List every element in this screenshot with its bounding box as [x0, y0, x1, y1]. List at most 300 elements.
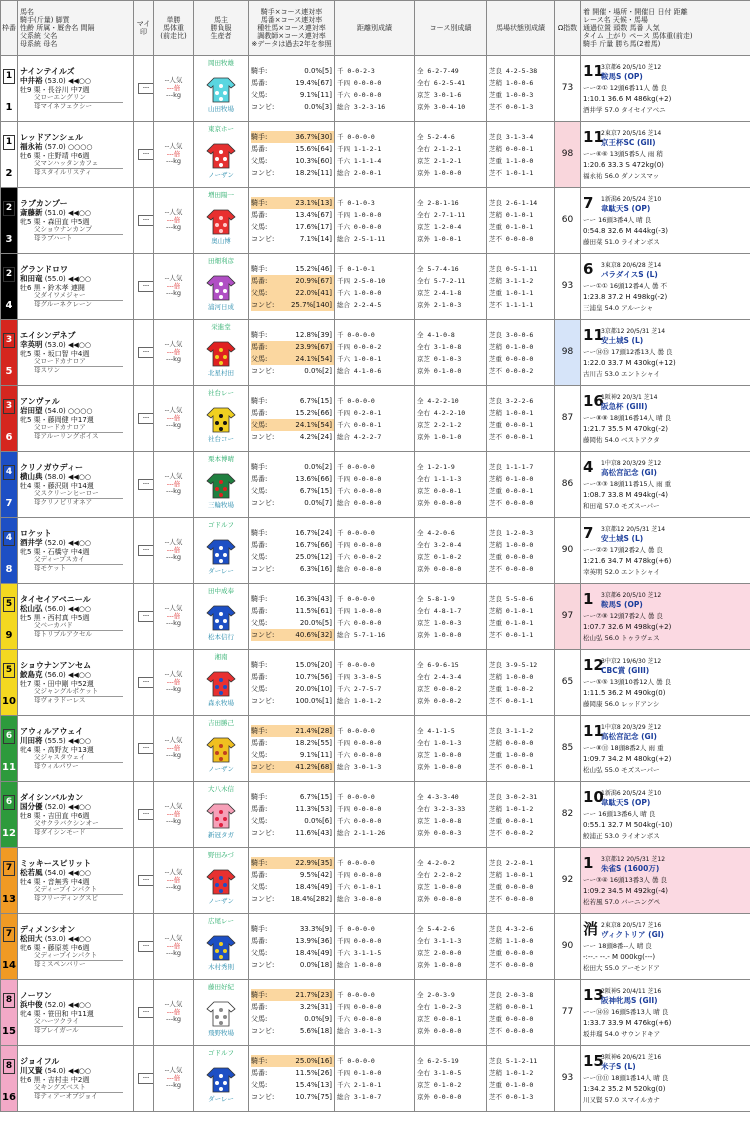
popularity: --人気	[164, 670, 183, 679]
horse-name[interactable]: アンヴァル	[20, 396, 60, 406]
dist-record: 千六 2-1-0-1	[337, 1080, 382, 1089]
my-mark-select[interactable]: ---	[138, 611, 154, 622]
owner-cell	[194, 254, 249, 320]
stat-line	[251, 77, 334, 89]
horse-row	[1, 716, 750, 782]
stat-label: 馬番:	[251, 1068, 268, 1077]
dist-record: 千六 1-0-0-1	[337, 354, 382, 363]
race-name[interactable]: 阪急杯 (GIII)	[601, 401, 648, 411]
dist-record: 千四 0-0-0-0	[337, 1002, 382, 1011]
mark-cell[interactable]	[134, 980, 154, 1046]
racing-silk-icon	[206, 602, 236, 632]
waku-cell	[1, 122, 18, 188]
stat-line	[251, 89, 334, 101]
my-mark-select[interactable]: ---	[138, 875, 154, 886]
jockey-name[interactable]: 国分優	[20, 801, 43, 811]
horse-name[interactable]: ミッキースピリット	[20, 858, 92, 868]
body-weight: ---kg	[166, 817, 181, 826]
mark-cell[interactable]	[134, 56, 154, 122]
jockey-weight: (54.0)	[44, 868, 66, 877]
dist-record: 千 0-0-0-0	[337, 396, 375, 405]
race-time: 1:08.7 33.8 M 494kg(-4)	[583, 490, 668, 499]
horse-name[interactable]: レッドアンシェル	[20, 132, 83, 142]
age-trainer: 牝5 栗・森田直 中5週	[20, 218, 90, 227]
race-winner: 藤田菜 51.0 ライオンボス	[583, 237, 660, 246]
mark-cell[interactable]	[134, 584, 154, 650]
course-record: 京芝 2-1-2-1	[417, 156, 462, 165]
dist-record: 千 0-0-0-0	[337, 792, 375, 801]
jockey-name[interactable]: 横山典	[20, 471, 43, 481]
cond-record: 芝重 0-1-0-0	[489, 1080, 534, 1089]
jockey-name[interactable]: 岩田望	[20, 405, 43, 415]
jockey-name[interactable]: 川又賢	[20, 1065, 43, 1075]
horse-number: 4	[5, 300, 13, 312]
omega-index: 82	[555, 782, 581, 848]
header-owner: 馬主 勝負服 生産者	[194, 1, 249, 56]
stat-label: 騎手:	[251, 660, 268, 669]
stat-line	[251, 287, 334, 299]
cond-record-cell	[487, 518, 555, 584]
stat-value: 25.7%[140]	[290, 300, 332, 309]
owner-name: 藤田好紀	[208, 982, 234, 991]
my-mark-select[interactable]: ---	[138, 281, 154, 292]
horse-name[interactable]: ショウナンアンセム	[20, 660, 92, 670]
course-record: 京芝 1-2-0-4	[417, 222, 462, 231]
my-mark-select[interactable]: ---	[138, 1073, 154, 1084]
jockey-name[interactable]: 斎藤新	[20, 207, 43, 217]
horse-name[interactable]: ジョイフル	[20, 1056, 60, 1066]
mark-cell[interactable]	[134, 782, 154, 848]
jockey-name[interactable]: 幸英明	[20, 339, 43, 349]
stat-value: 25.0%[12]	[295, 552, 332, 561]
mark-cell[interactable]	[134, 716, 154, 782]
breeder-name: 北星村田	[208, 368, 234, 377]
owner-cell	[194, 716, 249, 782]
stat-line	[251, 461, 334, 473]
stat-label: コンビ:	[251, 894, 275, 903]
jockey-name[interactable]: 松若風	[20, 867, 43, 877]
race-name[interactable]: 安土城S (L)	[601, 335, 644, 345]
cond-record-cell	[487, 782, 555, 848]
race-name[interactable]: 高松宮記念 (GI)	[601, 467, 657, 477]
race-name[interactable]: 韋駄天S (OP)	[601, 203, 651, 213]
age-trainer: 牡9 栗・長谷川 中7週	[20, 86, 90, 95]
stat-line	[251, 827, 334, 839]
header-dist: 距離別成績	[335, 1, 415, 56]
horse-number: 2	[5, 168, 13, 180]
race-winner: 鮫浦正 53.0 ライオンボス	[583, 831, 660, 840]
dam-name: 母プレイガール	[34, 1025, 79, 1034]
dist-record-cell	[335, 716, 415, 782]
header-cond: 馬場状態別成績	[487, 1, 555, 56]
course-record: 京芝 2-2-1-2	[417, 420, 462, 429]
horse-name[interactable]: ダイシンバルカン	[20, 792, 84, 802]
mark-cell[interactable]	[134, 122, 154, 188]
course-record: 京芝 2-0-0-0	[417, 948, 462, 957]
stat-value: 13.9%[36]	[295, 936, 332, 945]
dam-name: 母クリノビリオネア	[34, 497, 93, 506]
course-record: 全右 1-0-2-3	[417, 1002, 462, 1011]
race-name[interactable]: 安土城S (L)	[601, 533, 644, 543]
stat-value: 16.7%[66]	[295, 540, 332, 549]
finish-position: 15	[583, 1051, 604, 1070]
my-mark-select[interactable]: ---	[138, 743, 154, 754]
my-mark-select[interactable]: ---	[138, 941, 154, 952]
stat-label: 馬番:	[251, 78, 268, 87]
race-time: 1:11.5 36.2 M 490kg(0)	[583, 688, 666, 697]
finish-position: 11	[583, 127, 604, 146]
mark-cell[interactable]	[134, 254, 154, 320]
stat-label: 父馬:	[251, 816, 268, 825]
stat-value: 11.6%[43]	[295, 828, 332, 837]
stat-line	[251, 353, 334, 365]
prev-race-cell	[581, 452, 750, 518]
omega-index: 97	[555, 584, 581, 650]
stats-cell	[249, 584, 335, 650]
stat-label: 騎手:	[251, 462, 268, 471]
stats-cell	[249, 980, 335, 1046]
horse-cell	[18, 188, 134, 254]
jockey-name[interactable]: 松田大	[20, 933, 43, 943]
owner-cell	[194, 518, 249, 584]
cond-record: 芝稍 3-1-1-2	[489, 276, 534, 285]
horse-number: 7	[5, 498, 13, 510]
race-time: 1:23.8 37.2 H 498kg(-2)	[583, 292, 668, 301]
odds-cell	[154, 584, 194, 650]
course-record: 京外 2-1-0-3	[417, 300, 462, 309]
course-record: 全 4-2-0-2	[417, 858, 455, 867]
omega-index: 90	[555, 518, 581, 584]
dist-record-cell	[335, 1046, 415, 1112]
waku-cell	[1, 716, 18, 782]
dist-record: 総合 3-1-0-7	[337, 1092, 382, 1101]
owner-cell	[194, 914, 249, 980]
dist-record: 千 0-0-0-0	[337, 924, 375, 933]
jockey-weight: (54.0)	[44, 406, 66, 415]
my-mark-select[interactable]: ---	[138, 545, 154, 556]
stat-label: 父馬:	[251, 354, 268, 363]
horse-name[interactable]: エイシンデネブ	[20, 330, 76, 340]
stat-line	[251, 167, 334, 179]
mark-cell[interactable]	[134, 914, 154, 980]
mark-cell[interactable]	[134, 386, 154, 452]
horse-number: 3	[5, 234, 13, 246]
race-meta: 1新潟6 20/5/24 芝10	[601, 195, 662, 203]
cond-record: 芝稍 0-1-0-1	[489, 210, 534, 219]
my-mark-select[interactable]: ---	[138, 215, 154, 226]
stat-line	[251, 659, 334, 671]
stat-label: コンビ:	[251, 960, 275, 969]
jockey-name[interactable]: 鮫島克	[20, 669, 43, 679]
stat-value: 11.3%[53]	[295, 804, 332, 813]
cond-record-cell	[487, 452, 555, 518]
cond-record: 芝重 0-0-0-1	[489, 486, 534, 495]
dam-name: 母ウィルパワー	[34, 761, 79, 770]
odds-cell	[154, 452, 194, 518]
body-weight: ---kg	[166, 355, 181, 364]
sire-name: 父ロードカナロア	[34, 358, 123, 366]
dist-record: 総合 5-7-1-16	[337, 630, 386, 639]
odds-cell	[154, 386, 194, 452]
race-position: ーー⑥⑥ 13頭5番5人 雨 稍	[583, 149, 663, 158]
dist-record: 総合 2-5-1-11	[337, 234, 386, 243]
course-record: 全右 4-2-2-10	[417, 408, 466, 417]
my-mark-select[interactable]: ---	[138, 83, 154, 94]
cond-record-cell	[487, 716, 555, 782]
race-position: ーー①① 16頭12番4人 曇 不	[583, 281, 668, 290]
cond-record: 芝重 0-0-0-1	[489, 420, 534, 429]
owner-name: 野田みづ	[208, 850, 234, 859]
race-name[interactable]: 韋駄天S (OP)	[601, 797, 651, 807]
stat-value: 18.2%[11]	[295, 168, 332, 177]
my-mark-select[interactable]: ---	[138, 347, 154, 358]
jockey-name[interactable]: 松山弘	[20, 603, 43, 613]
dist-record-cell	[335, 188, 415, 254]
stat-value: 3.2%[31]	[299, 1002, 332, 1011]
race-name[interactable]: 高松宮記念 (GI)	[601, 731, 657, 741]
waku-cell	[1, 1046, 18, 1112]
jockey-name[interactable]: 浜中俊	[20, 999, 43, 1009]
stat-value: 20.0%[10]	[295, 684, 332, 693]
dist-record: 千四 0-0-0-0	[337, 804, 382, 813]
stats-cell	[249, 386, 335, 452]
race-time: 1:21.6 34.7 M 478kg(+6)	[583, 556, 672, 565]
stat-line	[251, 695, 334, 707]
stat-value: 0.0%[7]	[304, 498, 332, 507]
stat-value: 0.0%[3]	[304, 102, 332, 111]
my-mark-select[interactable]: ---	[138, 1007, 154, 1018]
course-record: 全 5-2-4-6	[417, 132, 455, 141]
stat-value: 18.4%[282]	[290, 894, 332, 903]
horse-name[interactable]: グランドロワ	[20, 264, 68, 274]
cond-record: 芝稍 0-0-0-1	[489, 1002, 534, 1011]
course-record-cell	[415, 584, 487, 650]
course-record-cell	[415, 56, 487, 122]
header-stats: 騎手×コース連対率 馬番×コース連対率 種牡馬×コース連対率 調教師×コース連対率 ※データは過去2年を参照	[249, 1, 335, 56]
stats-cell	[249, 188, 335, 254]
cond-record: 芝良 0-5-1-11	[489, 264, 538, 273]
header-mark: マイ印	[134, 1, 154, 56]
course-record-cell	[415, 386, 487, 452]
popularity: --人気	[164, 76, 183, 85]
stat-label: コンビ:	[251, 1092, 275, 1101]
dist-record: 千六 1-0-0-0	[337, 288, 382, 297]
waku-cell	[1, 320, 18, 386]
waku-number: 1	[3, 135, 15, 150]
horse-name[interactable]: アウィルアウェイ	[20, 726, 84, 736]
horse-name[interactable]: ディメンシオン	[20, 924, 76, 934]
dist-record: 千四 0-0-0-0	[337, 540, 382, 549]
mark-cell[interactable]	[134, 518, 154, 584]
sire-name: 父スクリーンヒーロー	[34, 490, 123, 498]
prev-race-cell	[581, 320, 750, 386]
horse-name[interactable]: クリノガウディー	[20, 462, 83, 472]
course-record: 全 5-4-2-6	[417, 924, 455, 933]
odds-cell	[154, 650, 194, 716]
stat-line	[251, 935, 334, 947]
race-position: ーー⑭⑯ 16頭5番13人 晴 良	[583, 1007, 669, 1016]
cond-record: 芝不 0-0-0-0	[489, 960, 534, 969]
cond-record: 芝重 1-1-0-0	[489, 156, 534, 165]
cond-record: 芝重 1-0-0-0	[489, 750, 534, 759]
my-mark-select[interactable]: ---	[138, 149, 154, 160]
race-name[interactable]: CBC賞 (GIII)	[601, 665, 650, 675]
cond-record: 芝不 0-0-0-0	[489, 564, 534, 573]
header-row	[1, 1, 750, 56]
course-record-cell	[415, 716, 487, 782]
dist-record: 千四 3-3-0-5	[337, 672, 382, 681]
stat-label: コンビ:	[251, 432, 275, 441]
popularity: --人気	[164, 934, 183, 943]
race-time: 0:54.8 32.6 M 444kg(-3)	[583, 226, 668, 235]
dist-record: 千 0-0-2-3	[337, 66, 375, 75]
horse-name[interactable]: ノーワン	[20, 990, 52, 1000]
race-winner: 川又賢 57.0 スマイルカナ	[583, 1095, 660, 1104]
race-position: ーー 18頭8番--人 晴 良	[583, 941, 652, 950]
race-name[interactable]: パラダイスS (L)	[601, 269, 658, 279]
race-name[interactable]: 鞍馬S (OP)	[601, 599, 643, 609]
owner-name: 湘南	[214, 652, 228, 661]
race-name[interactable]: 京王杯SC (GII)	[601, 137, 656, 147]
prev-race-cell	[581, 848, 750, 914]
horse-row	[1, 56, 750, 122]
sire-name: 父ディープインパクト	[34, 886, 123, 894]
horse-name[interactable]: ロケット	[20, 528, 52, 538]
jockey-name[interactable]: 川田将	[20, 735, 43, 745]
stat-line	[251, 815, 334, 827]
stat-label: 父馬:	[251, 222, 268, 231]
running-style: ◀◀○○	[68, 934, 92, 943]
stat-value: 18.2%[55]	[295, 738, 332, 747]
body-weight: ---kg	[166, 487, 181, 496]
age-trainer: 牝5 栗・藤岡健 中17週	[20, 416, 94, 425]
cond-record-cell	[487, 848, 555, 914]
waku-number: 5	[3, 597, 15, 612]
race-meta: 3中京2 19/6/30 芝12	[601, 657, 662, 665]
horse-row	[1, 584, 750, 650]
race-meta: 3京都6 20/5/10 芝12	[601, 63, 662, 71]
stat-line	[251, 881, 334, 893]
mark-cell[interactable]	[134, 188, 154, 254]
running-style: ◀◀○○	[68, 538, 92, 547]
my-mark-select[interactable]: ---	[138, 809, 154, 820]
running-style: ◀◀○○	[68, 472, 92, 481]
horse-cell	[18, 452, 134, 518]
win-odds: ---倍	[166, 413, 181, 422]
stat-value: 6.7%[15]	[299, 486, 332, 495]
omega-index: 73	[555, 56, 581, 122]
horse-row	[1, 386, 750, 452]
body-weight: ---kg	[166, 751, 181, 760]
mark-cell[interactable]	[134, 848, 154, 914]
popularity: --人気	[164, 1000, 183, 1009]
stat-label: 騎手:	[251, 594, 268, 603]
horse-row	[1, 188, 750, 254]
mark-cell[interactable]	[134, 452, 154, 518]
horse-name[interactable]: ナインテイルズ	[20, 66, 75, 76]
racing-silk-icon	[206, 140, 236, 170]
win-odds: ---倍	[166, 611, 181, 620]
stat-line	[251, 1025, 334, 1037]
stat-line	[251, 233, 334, 245]
horse-cell	[18, 518, 134, 584]
course-record: 全 2-0-3-9	[417, 990, 455, 999]
owner-name: 大八木信	[208, 784, 234, 793]
win-odds: ---倍	[166, 215, 181, 224]
stat-label: コンビ:	[251, 234, 275, 243]
cond-record: 芝重 0-0-0-0	[489, 354, 534, 363]
odds-cell	[154, 914, 194, 980]
my-mark-select[interactable]: ---	[138, 413, 154, 424]
dist-record-cell	[335, 386, 415, 452]
race-meta: 1中京8 20/3/29 芝12	[601, 723, 662, 731]
age-trainer: 牡6 栗・庄野靖 中6週	[20, 152, 90, 161]
stat-value: 18.4%[49]	[295, 882, 332, 891]
my-mark-select[interactable]: ---	[138, 479, 154, 490]
jockey-name[interactable]: 酒井学	[20, 537, 43, 547]
my-mark-select[interactable]: ---	[138, 677, 154, 688]
stat-label: 馬番:	[251, 540, 268, 549]
course-record: 京芝 0-0-0-2	[417, 684, 462, 693]
mark-cell[interactable]	[134, 320, 154, 386]
stat-label: 馬番:	[251, 408, 268, 417]
race-name[interactable]: 鞍馬S (OP)	[601, 71, 643, 81]
race-name[interactable]: 阪神牝馬S (GII)	[601, 995, 658, 1005]
race-name[interactable]: 米子S (L)	[601, 1061, 636, 1071]
dist-record-cell	[335, 782, 415, 848]
mark-cell[interactable]	[134, 650, 154, 716]
stat-line	[251, 1091, 334, 1103]
owner-cell	[194, 848, 249, 914]
jockey-name[interactable]: 福永祐	[20, 141, 43, 151]
body-weight: ---kg	[166, 553, 181, 562]
cond-record: 芝良 5-5-0-6	[489, 594, 534, 603]
cond-record: 芝不 0-0-0-0	[489, 1026, 534, 1035]
stat-value: 23.9%[67]	[295, 342, 332, 351]
stat-value: 13.6%[66]	[295, 474, 332, 483]
cond-record: 芝不 0-0-1-1	[489, 696, 534, 705]
sire-name: 父サクラバクシンオー	[34, 820, 123, 828]
race-name[interactable]: 朱雀S (1600万)	[601, 863, 660, 873]
finish-position: 10	[583, 787, 604, 806]
jockey-name[interactable]: 中井裕	[20, 75, 43, 85]
dist-record: 千四 0-0-0-0	[337, 474, 382, 483]
race-name[interactable]: ヴィクトリア (GI)	[601, 929, 664, 939]
waku-cell	[1, 650, 18, 716]
jockey-weight: (54.0)	[44, 1066, 66, 1075]
body-weight: ---kg	[166, 91, 181, 100]
owner-name: 栗本博晴	[208, 454, 234, 463]
stat-line	[251, 263, 334, 275]
jockey-weight: (58.0)	[44, 472, 66, 481]
jockey-name[interactable]: 和田竜	[20, 273, 43, 283]
stat-label: 騎手:	[251, 792, 268, 801]
course-record: 全 2-8-1-16	[417, 198, 459, 207]
stat-value: 15.2%[46]	[295, 264, 332, 273]
stat-label: 騎手:	[251, 1056, 268, 1065]
stat-line	[251, 605, 334, 617]
age-trainer: 牝4 栗・笹田和 中11週	[20, 1010, 94, 1019]
age-trainer: 牝5 栗・石橋守 中4週	[20, 548, 90, 557]
jockey-weight: (53.0)	[44, 340, 66, 349]
horse-row	[1, 320, 750, 386]
stat-value: 12.8%[39]	[295, 330, 332, 339]
mark-cell[interactable]	[134, 1046, 154, 1112]
body-weight: ---kg	[166, 949, 181, 958]
horse-name[interactable]: タイセイアベニール	[20, 594, 91, 604]
horse-name[interactable]: ラブカンプー	[20, 198, 68, 208]
stat-label: 騎手:	[251, 528, 268, 537]
